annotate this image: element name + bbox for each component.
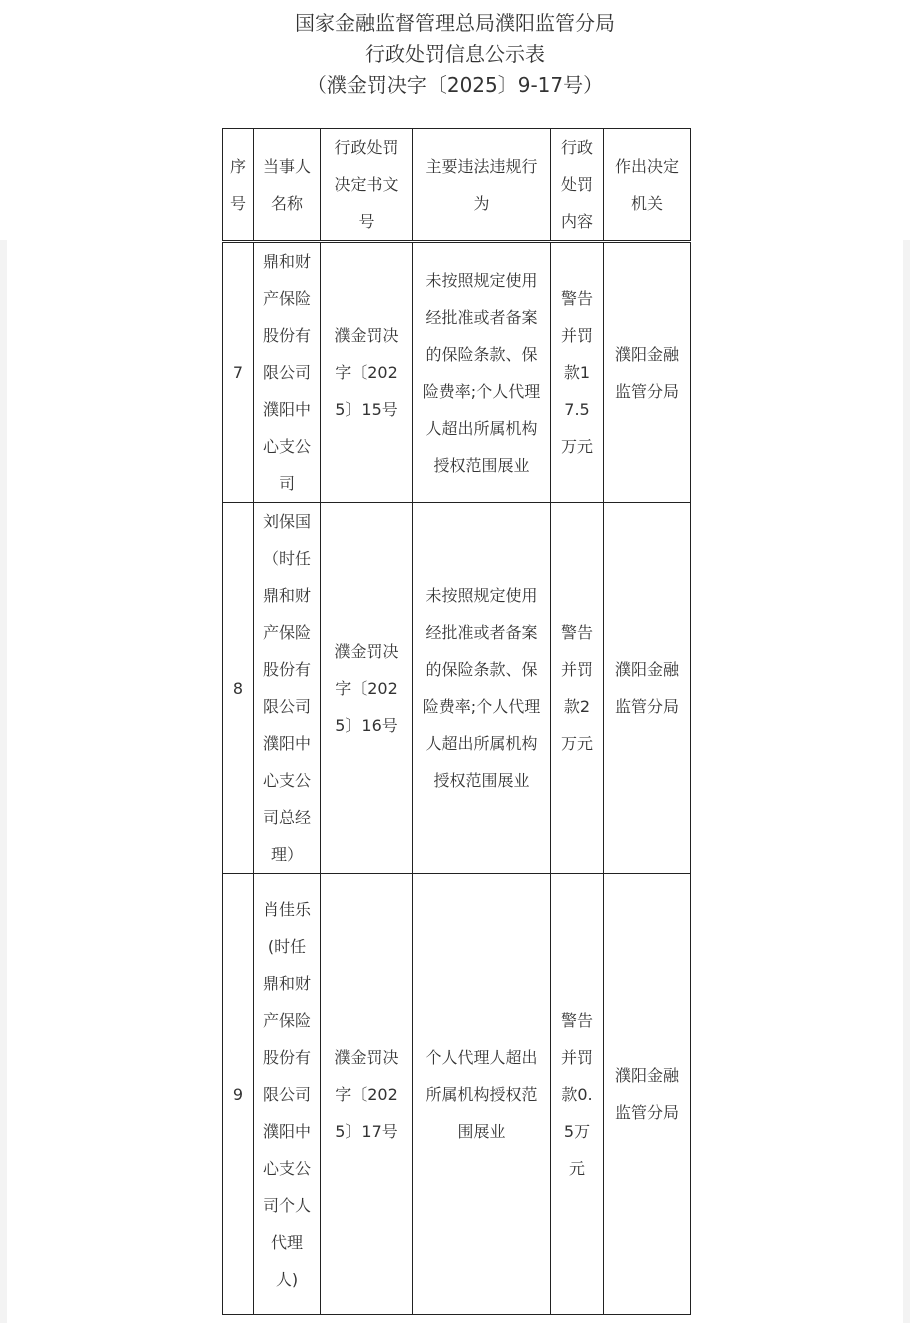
header-seq: 序号: [223, 129, 254, 242]
header-decision-no: 行政处罚决定书文号: [321, 129, 413, 242]
penalty-table: [222, 128, 691, 1315]
header-authority: 作出决定机关: [604, 129, 691, 242]
cell-seq: 8: [223, 503, 254, 874]
table-row: [223, 874, 691, 1315]
cell-violation: 未按照规定使用经批准或者备案的保险条款、保险费率;个人代理人超出所属机构授权范围展业: [413, 503, 551, 874]
cell-authority: 濮阳金融监管分局: [604, 874, 691, 1315]
header-party: 当事人名称: [254, 129, 321, 242]
cell-decision-no: 濮金罚决字〔2025〕16号: [321, 503, 413, 874]
table-row: [223, 242, 691, 503]
table-row: [223, 503, 691, 874]
cell-decision-no: 濮金罚决字〔2025〕17号: [321, 874, 413, 1315]
cell-party: 肖佳乐(时任鼎和财产保险股份有限公司濮阳中心支公司个人代理人): [254, 874, 321, 1315]
document-title: [0, 8, 910, 101]
header-penalty: 行政处罚内容: [551, 129, 604, 242]
cell-authority: 濮阳金融监管分局: [604, 503, 691, 874]
page-margin-left: [0, 240, 7, 1323]
cell-violation: 个人代理人超出所属机构授权范围展业: [413, 874, 551, 1315]
cell-penalty: 警告并罚款17.5万元: [551, 242, 604, 503]
cell-seq: 7: [223, 242, 254, 503]
cell-party: 鼎和财产保险股份有限公司濮阳中心支公司: [254, 242, 321, 503]
cell-penalty: 警告并罚款2万元: [551, 503, 604, 874]
title-line-agency: 国家金融监督管理总局濮阳监管分局: [295, 11, 615, 35]
cell-violation: 未按照规定使用经批准或者备案的保险条款、保险费率;个人代理人超出所属机构授权范围展业: [413, 242, 551, 503]
cell-seq: 9: [223, 874, 254, 1315]
cell-party: 刘保国（时任鼎和财产保险股份有限公司濮阳中心支公司总经理）: [254, 503, 321, 874]
table-header-row: [223, 129, 691, 242]
title-line-form: 行政处罚信息公示表: [365, 42, 545, 66]
title-line-doc-number: （濮金罚决字〔2025〕9-17号）: [306, 73, 604, 97]
cell-authority: 濮阳金融监管分局: [604, 242, 691, 503]
cell-penalty: 警告并罚款0.5万元: [551, 874, 604, 1315]
page-margin-right: [903, 240, 910, 1323]
penalty-table-container: [222, 128, 690, 1315]
header-violation: 主要违法违规行为: [413, 129, 551, 242]
cell-decision-no: 濮金罚决字〔2025〕15号: [321, 242, 413, 503]
